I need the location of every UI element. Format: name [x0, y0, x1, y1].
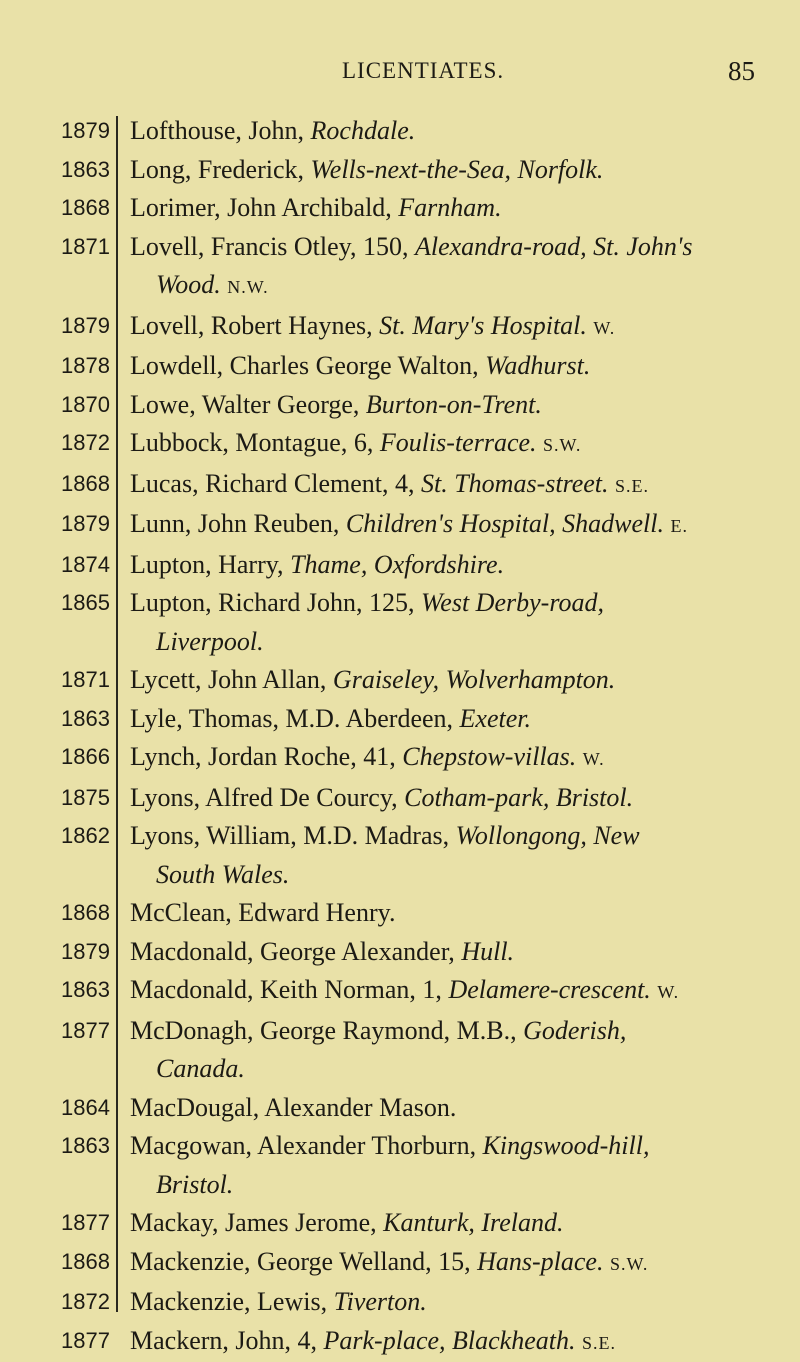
entry-name: Lowe, Walter George, — [130, 390, 359, 419]
entry-text — [130, 661, 790, 700]
entry-place: Wadhurst. — [485, 351, 590, 380]
page-number: 85 — [728, 56, 755, 87]
list-entry — [0, 151, 800, 190]
entry-continuation — [130, 1166, 790, 1205]
entry-continuation — [130, 856, 790, 895]
entry-place: Goderish, — [523, 1016, 626, 1045]
entry-text — [130, 151, 790, 190]
entry-year: 1868 — [40, 465, 110, 504]
entry-year: 1871 — [40, 228, 110, 267]
entry-name: Mackern, John, 4, — [130, 1326, 317, 1355]
entry-district: W. — [593, 318, 615, 338]
entry-place: Park-place, Blackheath. — [324, 1326, 576, 1355]
entry-year: 1879 — [40, 933, 110, 972]
entry-year: 1863 — [40, 1127, 110, 1166]
list-entry — [0, 894, 800, 933]
list-entry — [0, 933, 800, 972]
entry-text — [130, 1089, 790, 1128]
entry-district: S.E. — [615, 476, 649, 496]
entry-year: 1868 — [40, 189, 110, 228]
entry-name: Lupton, Harry, — [130, 550, 284, 579]
list-entry — [0, 1322, 800, 1362]
list-entry — [0, 1089, 800, 1128]
entry-text — [130, 1283, 790, 1322]
entry-name: Mackenzie, Lewis, — [130, 1287, 327, 1316]
entry-year: 1866 — [40, 738, 110, 777]
entry-continuation — [130, 266, 790, 307]
entry-text — [130, 700, 790, 739]
entry-name: Lucas, Richard Clement, 4, — [130, 469, 414, 498]
entry-text — [130, 817, 790, 894]
entry-place: Kanturk, Ireland. — [383, 1208, 563, 1237]
entry-name: Lowdell, Charles George Walton, — [130, 351, 479, 380]
list-entry — [0, 661, 800, 700]
list-entry — [0, 424, 800, 465]
entry-year: 1871 — [40, 661, 110, 700]
entry-place: Alexandra-road, St. John's — [415, 232, 693, 261]
entry-district: W. — [657, 982, 679, 1002]
list-entry — [0, 307, 800, 348]
entry-year: 1875 — [40, 779, 110, 818]
entry-text — [130, 1127, 790, 1204]
entry-text — [130, 112, 790, 151]
entry-place: St. Thomas-street. — [421, 469, 609, 498]
entry-place: Hull. — [461, 937, 514, 966]
entry-name: Macgowan, Alexander Thorburn, — [130, 1131, 476, 1160]
entry-place: Delamere-crescent. — [448, 975, 650, 1004]
entry-year: 1868 — [40, 894, 110, 933]
entry-name: Lyle, Thomas, M.D. Aberdeen, — [130, 704, 453, 733]
entry-text — [130, 1012, 790, 1089]
list-entry — [0, 505, 800, 546]
list-entry — [0, 1283, 800, 1322]
entry-year: 1863 — [40, 151, 110, 190]
entry-name: Mackenzie, George Welland, 15, — [130, 1247, 471, 1276]
entry-year: 1865 — [40, 584, 110, 623]
entry-name: Lyons, Alfred De Courcy, — [130, 783, 398, 812]
list-entry — [0, 546, 800, 585]
entry-name: Lorimer, John Archibald, — [130, 193, 392, 222]
entry-place: Wells-next-the-Sea, Norfolk. — [311, 155, 604, 184]
list-entry — [0, 971, 800, 1012]
entry-text — [130, 1322, 790, 1362]
entry-place: West Derby-road, — [421, 588, 604, 617]
entry-district: S.W. — [610, 1254, 648, 1274]
entry-text — [130, 1204, 790, 1243]
entry-year: 1874 — [40, 546, 110, 585]
list-entry — [0, 779, 800, 818]
entry-continuation — [130, 623, 790, 662]
list-entry — [0, 817, 800, 894]
entry-place: Tiverton. — [334, 1287, 427, 1316]
entry-place: Graiseley, Wolverhampton. — [333, 665, 615, 694]
entry-text — [130, 465, 790, 506]
list-entry — [0, 1204, 800, 1243]
entry-name: McDonagh, George Raymond, M.B., — [130, 1016, 517, 1045]
entry-place: Chepstow-villas. — [402, 742, 576, 771]
entry-year: 1863 — [40, 700, 110, 739]
entry-text — [130, 738, 790, 779]
entry-district: S.E. — [582, 1333, 616, 1353]
list-entry — [0, 386, 800, 425]
entry-name: Mackay, James Jerome, — [130, 1208, 377, 1237]
entry-place: Thame, Oxfordshire. — [290, 550, 504, 579]
entry-continuation — [130, 1050, 790, 1089]
entry-year: 1872 — [40, 1283, 110, 1322]
entry-year: 1879 — [40, 505, 110, 544]
entry-year: 1877 — [40, 1012, 110, 1051]
entry-place: Wollongong, New — [456, 821, 640, 850]
entry-place: Hans-place. — [477, 1247, 603, 1276]
list-entry — [0, 228, 800, 307]
list-entry — [0, 1012, 800, 1089]
entry-name: Macdonald, George Alexander, — [130, 937, 455, 966]
running-head: LICENTIATES. — [342, 58, 504, 84]
list-entry — [0, 1243, 800, 1284]
entry-year: 1870 — [40, 386, 110, 425]
entry-text — [130, 546, 790, 585]
list-entry — [0, 112, 800, 151]
page-header — [0, 56, 800, 90]
entry-text — [130, 189, 790, 228]
entry-year: 1877 — [40, 1322, 110, 1361]
entry-text — [130, 971, 790, 1012]
entry-place-continued: Canada. — [156, 1054, 245, 1083]
entry-place: Children's Hospital, Shadwell. — [346, 509, 664, 538]
entry-name: Lunn, John Reuben, — [130, 509, 339, 538]
entry-name: Long, Frederick, — [130, 155, 304, 184]
entry-text — [130, 779, 790, 818]
entry-place: Farnham. — [398, 193, 501, 222]
list-entry — [0, 700, 800, 739]
entry-place: Rochdale. — [311, 116, 416, 145]
entry-year: 1879 — [40, 112, 110, 151]
entry-text — [130, 386, 790, 425]
entry-place-continued: Bristol. — [156, 1170, 233, 1199]
list-entry — [0, 584, 800, 661]
entry-place: Burton-on-Trent. — [366, 390, 542, 419]
entry-place: Kingswood-hill, — [483, 1131, 650, 1160]
entry-year: 1872 — [40, 424, 110, 463]
entry-place: Foulis-terrace. — [380, 428, 537, 457]
licentiate-list — [0, 112, 800, 1362]
entry-name: Lyons, William, M.D. Madras, — [130, 821, 449, 850]
entry-place: Cotham-park, Bristol. — [404, 783, 633, 812]
entry-text — [130, 424, 790, 465]
entry-place-continued: Liverpool. — [156, 627, 264, 656]
entry-text — [130, 584, 790, 661]
list-entry — [0, 738, 800, 779]
entry-place-continued: Wood. — [156, 270, 221, 299]
entry-year: 1877 — [40, 1204, 110, 1243]
entry-text — [130, 228, 790, 307]
entry-district: W. — [583, 749, 605, 769]
list-entry — [0, 347, 800, 386]
entry-name: MacDougal, Alexander Mason. — [130, 1093, 456, 1122]
entry-year: 1863 — [40, 971, 110, 1010]
entry-text — [130, 894, 790, 933]
entry-name: Lovell, Robert Haynes, — [130, 311, 373, 340]
entry-name: Lynch, Jordan Roche, 41, — [130, 742, 396, 771]
list-entry — [0, 465, 800, 506]
entry-text — [130, 347, 790, 386]
entry-year: 1864 — [40, 1089, 110, 1128]
entry-district: E. — [670, 516, 688, 536]
entry-name: Lovell, Francis Otley, 150, — [130, 232, 408, 261]
entry-year: 1868 — [40, 1243, 110, 1282]
list-entry — [0, 1127, 800, 1204]
entry-year: 1862 — [40, 817, 110, 856]
entry-district: S.W. — [543, 435, 581, 455]
entry-name: Lupton, Richard John, 125, — [130, 588, 415, 617]
entry-name: Lofthouse, John, — [130, 116, 304, 145]
entry-place: St. Mary's Hospital. — [379, 311, 587, 340]
entry-name: Macdonald, Keith Norman, 1, — [130, 975, 442, 1004]
entry-text — [130, 1243, 790, 1284]
list-entry — [0, 189, 800, 228]
entry-text — [130, 505, 790, 546]
entry-text — [130, 933, 790, 972]
entry-place: Exeter. — [460, 704, 531, 733]
entry-text — [130, 307, 790, 348]
entry-name: McClean, Edward Henry. — [130, 898, 395, 927]
entry-place-continued: South Wales. — [156, 860, 289, 889]
entry-year: 1878 — [40, 347, 110, 386]
entry-name: Lubbock, Montague, 6, — [130, 428, 373, 457]
entry-district: N.W. — [227, 277, 268, 297]
entry-year: 1879 — [40, 307, 110, 346]
entry-name: Lycett, John Allan, — [130, 665, 326, 694]
